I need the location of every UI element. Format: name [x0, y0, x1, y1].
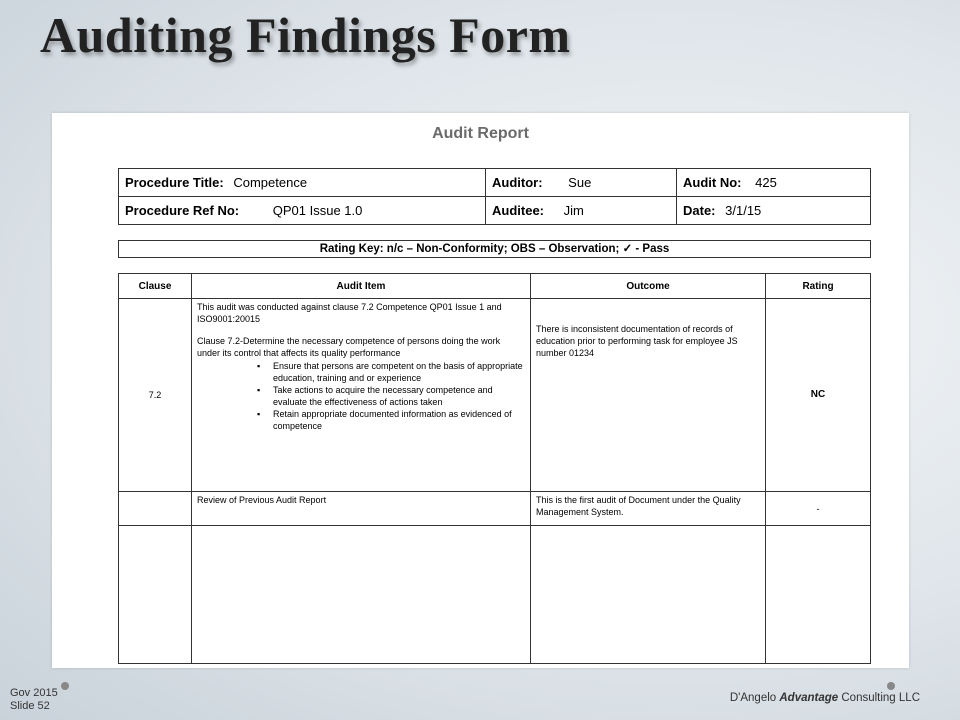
- audit-item-cell: [192, 299, 531, 492]
- decor-dot: [61, 682, 69, 690]
- procedure-title-value: Competence: [233, 175, 308, 190]
- footer-company-post: Consulting LLC: [838, 692, 920, 704]
- table-row: [119, 492, 871, 526]
- footer-company-emphasis: Advantage: [779, 692, 839, 704]
- column-header-outcome: Outcome: [531, 274, 766, 299]
- procedure-title-cell: [119, 169, 486, 197]
- footer-course: Gov 2015: [10, 687, 58, 699]
- slide-footer-left: [10, 687, 58, 713]
- auditor-label: Auditor:: [492, 175, 543, 190]
- rating-cell: -: [766, 492, 871, 526]
- rating-cell: NC: [766, 299, 871, 492]
- procedure-ref-cell: [119, 197, 486, 225]
- empty-cell: [766, 526, 871, 664]
- procedure-title-label: Procedure Title:: [125, 175, 224, 190]
- clause-cell: 7.2: [119, 299, 192, 492]
- column-header-clause: Clause: [119, 274, 192, 299]
- auditee-value: Jim: [563, 203, 584, 218]
- procedure-ref-value: QP01 Issue 1.0: [272, 203, 363, 218]
- column-header-audit-item: Audit Item: [192, 274, 531, 299]
- footer-company-pre: D'Angelo: [729, 692, 780, 704]
- audit-report-sheet: [52, 113, 909, 668]
- date-cell: [677, 197, 871, 225]
- empty-cell: [531, 526, 766, 664]
- list-item: ▪ Retain appropriate documented information as evidenced of competence: [273, 408, 525, 432]
- auditee-cell: [486, 197, 677, 225]
- audit-no-cell: [677, 169, 871, 197]
- table-row: [119, 299, 871, 492]
- date-value: 3/1/15: [725, 203, 762, 218]
- slide-footer-company: [730, 692, 920, 704]
- list-item: ▪ Ensure that persons are competent on the basis of appropriate education, training and or experience: [273, 360, 525, 384]
- outcome-cell: This is the first audit of Document under the Quality Management System.: [531, 492, 766, 526]
- footer-slide-number: Slide 52: [10, 700, 50, 712]
- report-header-table: [118, 168, 871, 225]
- auditor-value: Sue: [568, 175, 592, 190]
- empty-cell: [192, 526, 531, 664]
- findings-header-row: [119, 274, 871, 299]
- rating-key: Rating Key: n/c – Non-Conformity; OBS – Observation; ✓ - Pass: [118, 240, 871, 258]
- audit-no-value: 425: [755, 175, 777, 190]
- date-label: Date:: [683, 203, 716, 218]
- report-title: Audit Report: [432, 125, 529, 142]
- decor-dot: [887, 682, 895, 690]
- findings-table: [118, 273, 871, 664]
- empty-cell: [119, 526, 192, 664]
- auditor-cell: [486, 169, 677, 197]
- procedure-ref-label: Procedure Ref No:: [125, 203, 240, 218]
- clause-cell: [119, 492, 192, 526]
- audit-no-label: Audit No:: [683, 175, 742, 190]
- audit-item-bullet-list: [197, 360, 525, 432]
- table-row-empty: [119, 526, 871, 664]
- outcome-cell: [531, 299, 766, 492]
- audit-item-clause-text: Clause 7.2-Determine the necessary competence of persons doing the work under its control that affects its quality performance: [197, 336, 501, 358]
- auditee-label: Auditee:: [492, 203, 544, 218]
- column-header-rating: Rating: [766, 274, 871, 299]
- audit-item-intro: This audit was conducted against clause 7.2 Competence QP01 Issue 1 and ISO9001:20015: [197, 302, 502, 324]
- audit-item-cell: Review of Previous Audit Report: [192, 492, 531, 526]
- slide-title: Auditing Findings Form: [40, 7, 571, 63]
- list-item: ▪ Take actions to acquire the necessary competence and evaluate the effectiveness of actions taken: [273, 384, 525, 408]
- outcome-text: There is inconsistent documentation of records of education prior to performing task for employee JS number 01234: [536, 324, 738, 358]
